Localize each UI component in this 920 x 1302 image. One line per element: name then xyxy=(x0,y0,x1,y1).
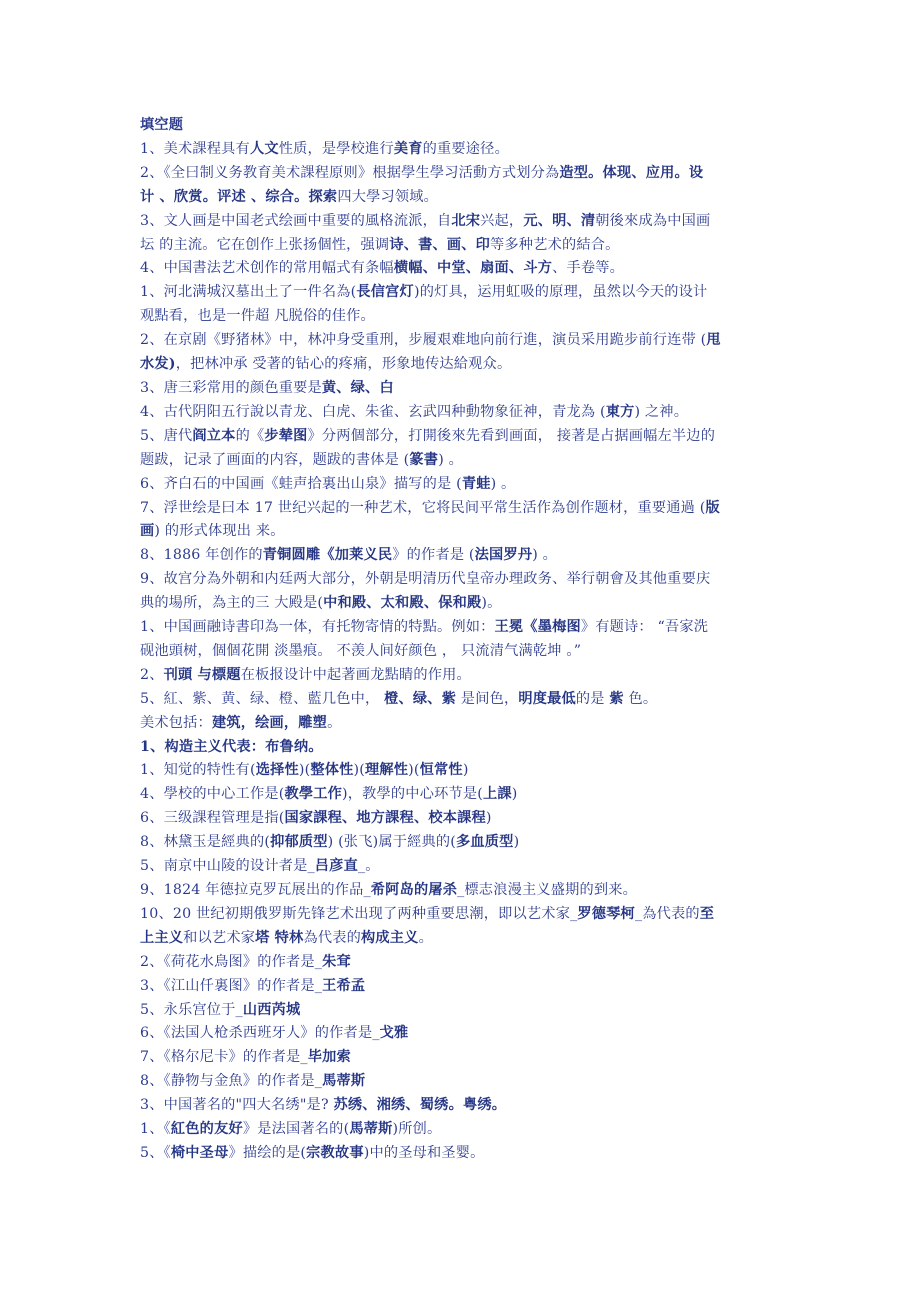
text-line xyxy=(140,879,790,903)
text-line xyxy=(140,855,790,879)
question-text: 1、知觉的特性有( xyxy=(140,762,256,779)
answer-text: 王希孟 xyxy=(322,977,366,994)
answer-text: 苏绣、湘绣、蜀绣。粤绣。 xyxy=(333,1097,507,1114)
question-text: 6、《法国人枪杀西班牙人》的作者是_ xyxy=(140,1025,380,1042)
answer-text: 构成主义 xyxy=(361,929,419,946)
answer-text: 1、构造主义代表：布鲁纳。 xyxy=(140,738,323,755)
question-text: 、手卷等。 xyxy=(552,260,625,277)
answer-text: 吕彦直 xyxy=(314,858,358,875)
text-line xyxy=(140,783,790,807)
question-text: )( xyxy=(408,762,420,779)
text-line xyxy=(140,712,790,736)
question-text: ) xyxy=(485,810,492,827)
question-text: 3、中国著名的"四大名绣"是? xyxy=(140,1097,334,1114)
question-text: 的《 xyxy=(235,427,265,444)
question-text: 》描绘的是( xyxy=(228,1144,307,1161)
question-text: 》是法国著名的( xyxy=(242,1121,350,1138)
answer-text: 毕加索 xyxy=(307,1049,351,1066)
question-text: _。 xyxy=(357,858,380,875)
question-text: 是间色， xyxy=(456,690,519,707)
answer-text: 教學工作 xyxy=(284,786,343,803)
question-text: 兴起， xyxy=(480,212,524,229)
answer-text: 青蛙 xyxy=(461,475,491,492)
text-line xyxy=(140,640,790,664)
answer-text: 甩 xyxy=(706,332,721,349)
answer-text: 東方 xyxy=(605,403,635,420)
answer-text: 人文 xyxy=(249,140,279,157)
text-line xyxy=(140,281,790,305)
question-text: )( xyxy=(353,762,365,779)
answer-text: 美育 xyxy=(393,140,423,157)
text-line xyxy=(140,999,790,1023)
text-line xyxy=(140,234,790,258)
question-text: ) (张飞)属于經典的( xyxy=(327,834,456,851)
answer-text: 上主义 xyxy=(140,929,184,946)
question-text: 5、南京中山陵的设计者是_ xyxy=(140,858,315,875)
question-text: 2、《荷花水鳥图》的作者是_ xyxy=(140,953,323,970)
answer-text: 山西芮城 xyxy=(242,1001,301,1018)
text-line xyxy=(140,497,790,521)
answer-text: 步辇图 xyxy=(264,427,308,444)
question-text: 四大學习领域。 xyxy=(337,188,439,205)
text-line xyxy=(140,759,790,783)
answer-text: 国家課程、地方課程、校本課程 xyxy=(284,810,486,827)
question-text: 3、《江山仟裏图》的作者是_ xyxy=(140,977,323,994)
question-text: ) xyxy=(513,834,520,851)
question-text: 為代表的 xyxy=(303,929,361,946)
question-text: ) 。 xyxy=(532,547,558,564)
question-text: 6、三级課程管理是指( xyxy=(140,810,285,827)
text-line xyxy=(140,544,790,568)
question-text: 1、中国画融诗書印為一体，有托物寄情的特點。例如： xyxy=(140,619,495,636)
answer-text: 中和殿、太和殿、保和殿 xyxy=(323,595,482,612)
text-line xyxy=(140,951,790,975)
answer-text: 宗教故事 xyxy=(306,1144,364,1161)
text-line xyxy=(140,353,790,377)
question-text: ) 之神。 xyxy=(634,403,689,420)
text-line xyxy=(140,664,790,688)
question-text: 的重要途径。 xyxy=(422,140,509,157)
text-line xyxy=(140,1022,790,1046)
answer-text: 横幅、中堂、扇面、斗方 xyxy=(393,260,553,277)
text-line xyxy=(140,592,790,616)
question-text: 》有题诗： “吾家洗 xyxy=(580,619,709,636)
question-text: )的灯具，运用虹吸的原理，虽然以今天的设计 xyxy=(413,284,708,301)
question-text: 砚池頭树，個個花開 淡墨痕。 不羡人间好颜色 ， 只流清气满乾坤 。” xyxy=(140,642,582,659)
answer-text: 紫 xyxy=(609,690,624,707)
question-text: 9、1824 年德拉克罗瓦展出的作品_ xyxy=(140,882,371,898)
answer-text: 北宋 xyxy=(451,212,481,229)
question-text: 2、 xyxy=(140,666,164,683)
question-text: 4、中国書法艺术创作的常用幅式有条幅 xyxy=(140,260,394,277)
text-line xyxy=(140,616,790,640)
answer-text: 至 xyxy=(699,905,715,922)
question-text: )。 xyxy=(481,595,502,612)
question-text: 4、古代阴阳五行說以青龙、白虎、朱雀、玄武四种動物象征神，青龙為 ( xyxy=(140,403,606,420)
text-line xyxy=(140,257,790,281)
question-text: _標志浪漫主义盛期的到来。 xyxy=(457,882,638,898)
text-line xyxy=(140,688,790,712)
question-text: 5、紅、紫、黄、绿、橙、藍几色中， xyxy=(140,690,385,707)
question-text: )所创。 xyxy=(392,1121,442,1138)
question-text: 8、《静物与金魚》的作者是_ xyxy=(140,1073,323,1090)
answer-text: 椅中圣母 xyxy=(170,1144,229,1161)
answer-text: 塔 特林 xyxy=(255,929,304,946)
text-line xyxy=(140,305,790,329)
answer-text: 青铜圆雕《加莱义民 xyxy=(262,547,393,564)
answer-text: 抑郁质型 xyxy=(270,834,328,851)
question-text: 1、《 xyxy=(140,1121,171,1138)
question-text: 的是 xyxy=(575,690,610,707)
answer-text: 篆書 xyxy=(409,451,439,468)
answer-text: 版 xyxy=(705,499,720,516)
question-text: ) 。 xyxy=(490,475,516,492)
answer-text: 多血质型 xyxy=(456,834,514,851)
text-line xyxy=(140,210,790,234)
text-line xyxy=(140,329,790,353)
answer-text: 朱耷 xyxy=(322,953,351,970)
text-line xyxy=(140,568,790,592)
question-text: 6、齐白石的中国画《蛙声拾裏出山泉》描写的是 ( xyxy=(140,475,462,492)
question-text: 5、永乐宫位于_ xyxy=(140,1001,243,1018)
question-text: 等多种艺术的結合。 xyxy=(490,236,620,253)
question-text: 5、《 xyxy=(140,1144,171,1161)
answer-text: 戈雅 xyxy=(379,1025,409,1042)
answer-text: 整体性 xyxy=(310,762,354,779)
answer-text: 馬蒂斯 xyxy=(349,1121,393,1138)
text-line xyxy=(140,1070,790,1094)
question-text: ) xyxy=(511,786,518,803)
text-line xyxy=(140,401,790,425)
question-text: 4、學校的中心工作是( xyxy=(140,786,285,803)
answer-text: 阎立本 xyxy=(192,427,236,444)
document-title: 填空题 xyxy=(140,117,184,133)
answer-text: 橙、绿、紫 xyxy=(384,690,457,707)
answer-text: 罗德琴柯 xyxy=(577,905,635,922)
question-text: 。 xyxy=(418,929,433,946)
question-text: ，把林冲承 受著的钻心的疼痛，形象地传达給观众。 xyxy=(175,356,512,373)
text-line xyxy=(140,927,790,951)
answer-text: 黄、绿、白 xyxy=(321,379,394,396)
question-text: 7、《格尔尼卡》的作者是_ xyxy=(140,1049,308,1066)
question-text: 2、在京剧《野猪林》中，林冲身受重刑，步履艰难地向前行進，演员采用跪步前行连带 ( xyxy=(140,332,707,349)
text-line xyxy=(140,520,790,544)
text-line xyxy=(140,807,790,831)
question-text: 》分两個部分，打開後來先看到画面， 接著是占据画幅左半边的 xyxy=(307,427,716,444)
text-line xyxy=(140,186,790,210)
answer-text: 長信宫灯 xyxy=(356,284,414,301)
answer-text: 水发) xyxy=(140,356,176,373)
question-text: )( xyxy=(298,762,311,779)
question-text: 美术包括： xyxy=(140,714,212,731)
question-text: 1、美术課程具有 xyxy=(140,140,250,157)
answer-text: 希阿岛的屠杀 xyxy=(370,882,458,898)
question-text: )中的圣母和圣婴。 xyxy=(363,1144,485,1161)
answer-text: 明度最低 xyxy=(518,690,576,707)
question-text: 和以艺术家 xyxy=(183,929,256,946)
answer-text: 王冕《墨梅图 xyxy=(494,619,581,636)
question-text: 性质，是學校進行 xyxy=(278,140,394,157)
text-line xyxy=(140,1118,790,1142)
question-text: 8、1886 年创作的 xyxy=(140,547,263,564)
answer-text: 刊頭 与標題 xyxy=(163,666,241,683)
answer-text: 画 xyxy=(140,523,155,540)
text-line xyxy=(140,903,790,927)
answer-text: 馬蒂斯 xyxy=(322,1073,366,1090)
answer-text: 诗、書、画、印 xyxy=(389,236,491,253)
text-line xyxy=(140,975,790,999)
question-text: 3、唐三彩常用的颜色重要是 xyxy=(140,379,322,396)
text-line xyxy=(140,449,790,473)
answer-text: 元、明、清 xyxy=(523,212,596,229)
question-text: 7、浮世绘是曰本 17 世纪兴起的一种艺术，它将民间平常生活作為创作题材，重要通過 ( xyxy=(140,499,706,516)
answer-text: 建筑，绘画，雕塑 xyxy=(211,714,328,731)
answer-text: 选择性 xyxy=(255,762,299,779)
question-text: 》的作者是 ( xyxy=(392,547,475,564)
question-text: 1、河北满城汉墓出土了一件名為( xyxy=(140,284,357,301)
text-line xyxy=(140,831,790,855)
question-text: 3、文人画是中国老式绘画中重要的風格流派，自 xyxy=(140,212,452,229)
text-line xyxy=(140,425,790,449)
question-text: ) 。 xyxy=(438,451,464,468)
answer-text: 理解性 xyxy=(365,762,409,779)
question-text: )，教學的中心环节是( xyxy=(342,786,483,803)
answer-text: 计 、欣赏。评述 、综合。探索 xyxy=(140,188,338,205)
question-text: 在板报设计中起著画龙點睛的作用。 xyxy=(240,666,471,683)
question-list xyxy=(140,138,790,1166)
text-line xyxy=(140,736,790,760)
question-text: 8、林黛玉是經典的( xyxy=(140,834,271,851)
question-text: ) xyxy=(462,762,469,779)
question-text: 观點看，也是一件超 凡脱俗的佳作。 xyxy=(140,308,375,325)
text-line xyxy=(140,473,790,497)
question-text: 5、唐代 xyxy=(140,427,193,444)
text-line xyxy=(140,1094,790,1118)
text-line xyxy=(140,1046,790,1070)
answer-text: 法国罗丹 xyxy=(474,547,533,564)
answer-text: 紅色的友好 xyxy=(170,1121,243,1138)
text-line xyxy=(140,162,790,186)
document-body xyxy=(140,114,790,1166)
question-text: 9、故宫分為外朝和内廷两大部分，外朝是明清历代皇帝办理政务、举行朝會及其他重要庆 xyxy=(140,571,711,588)
question-text: 题跋，记录了画面的内容，题跋的書体是 ( xyxy=(140,451,410,468)
question-text: 坛 的主流。它在创作上张扬個性，强调 xyxy=(140,236,390,253)
answer-text: 恒常性 xyxy=(419,762,463,779)
text-line xyxy=(140,377,790,401)
question-text: 10、20 世纪初期俄罗斯先锋艺术出现了两种重要思潮，即以艺术家_ xyxy=(140,905,578,922)
question-text: 。 xyxy=(327,714,342,731)
question-text: _為代表的 xyxy=(634,905,700,922)
question-text: 朝後來成為中国画 xyxy=(595,212,711,229)
answer-text: 上課 xyxy=(482,786,512,803)
answer-text: 造型。体现、应用。设 xyxy=(559,164,704,181)
text-line xyxy=(140,138,790,162)
question-text: 2、《全曰制义务教育美术課程原则》根据學生學习活動方式划分為 xyxy=(140,164,560,181)
text-line xyxy=(140,1142,790,1166)
question-text: 色。 xyxy=(623,690,658,707)
question-text: 典的場所，為主的三 大殿是( xyxy=(140,595,324,612)
question-text: ) 的形式体现出 来。 xyxy=(154,523,285,540)
